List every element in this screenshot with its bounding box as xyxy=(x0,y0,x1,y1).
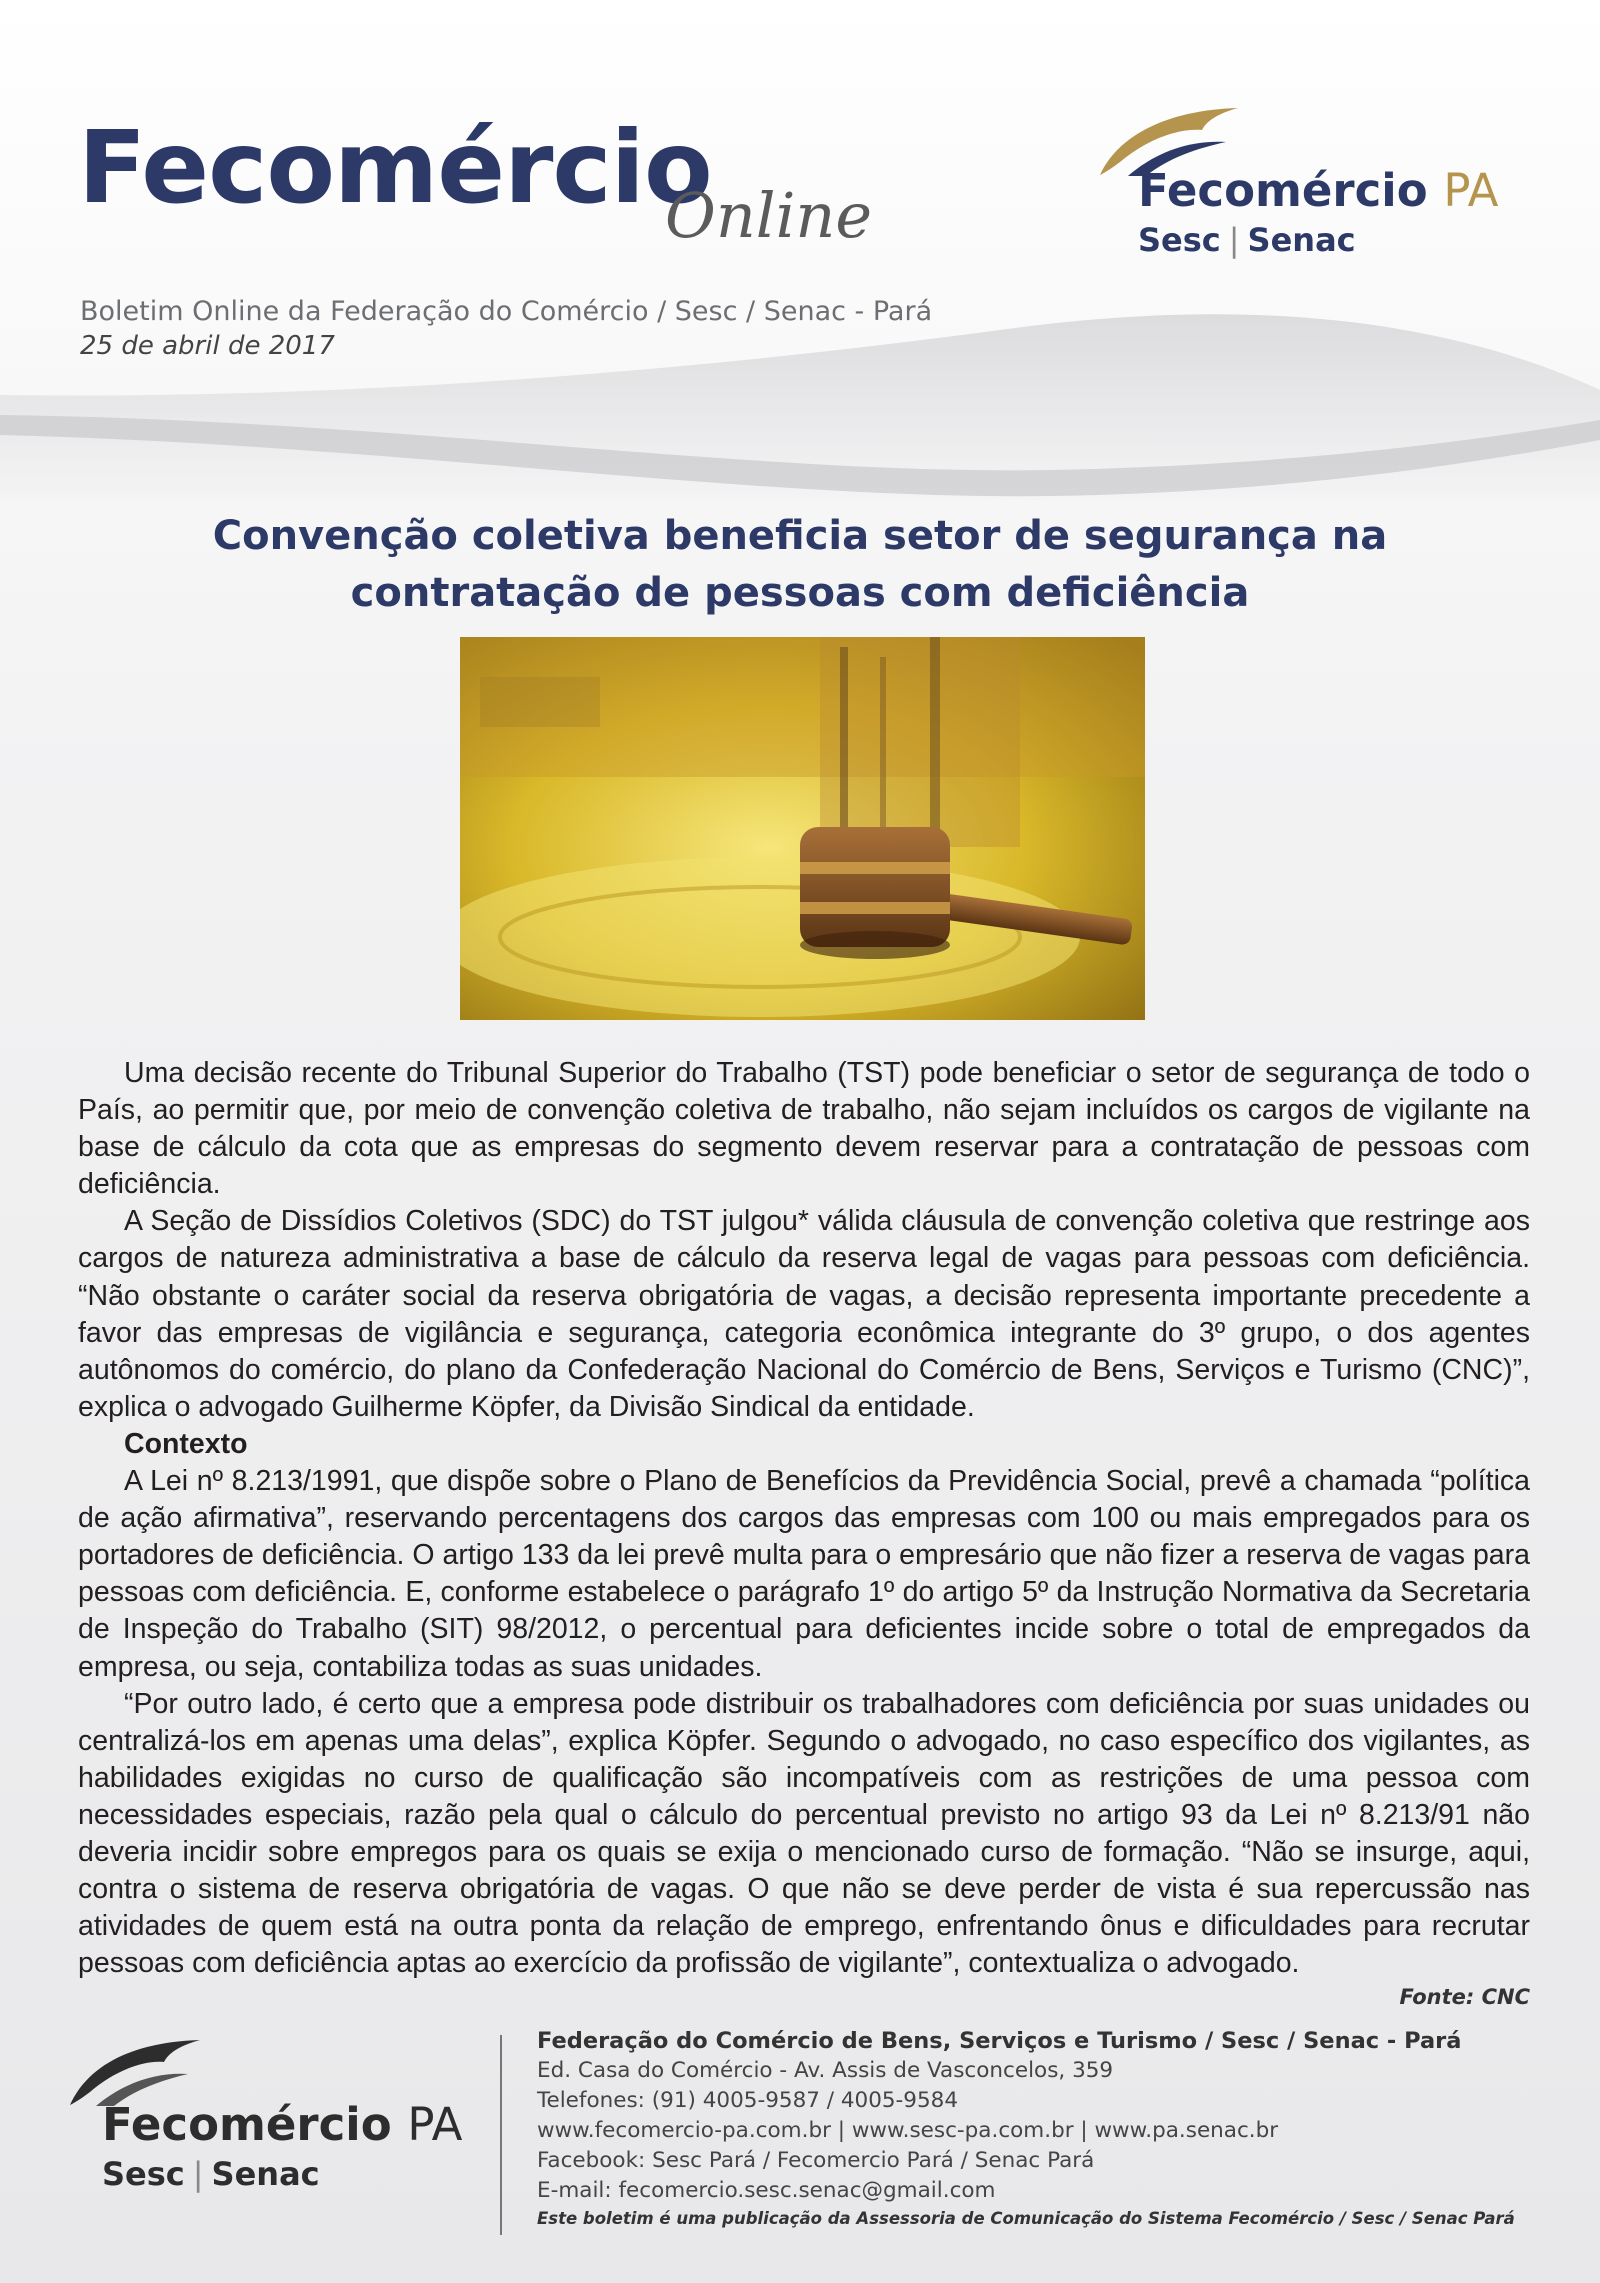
gavel-photo xyxy=(460,637,1145,1020)
contact-block xyxy=(537,2026,1515,2232)
brand-online-script: Online xyxy=(665,179,873,252)
article-paragraph: “Por outro lado, é certo que a empresa pode distribuir os trabalhadores com deficiência por suas unidades ou centralizá-los em apenas uma delas”, explica Köpfer. Segundo o advogado, no caso específico dos vigilantes, as habilidades exigidas no curso de qualificação são incompatíveis com as restrições de uma pessoa com necessidades especiais, razão pela qual o cálculo do percentual previsto no artigo 93 da Lei nº 8.213/91 não deveria incidir sobre empregos para os quais se exija o mencionado curso de formação. “Não se insurge, aqui, contra o sistema de reserva obrigatória de vagas. O que não se deve perder de vista é sua repercussão nas atividades de quem está na outra ponta da relação de emprego, enfrentando ônus e dificuldades para recrutar pessoas com deficiência aptas ao exercício da profissão de vigilante”, contextualiza o advogado. xyxy=(78,1687,1530,1980)
websites: www.fecomercio-pa.com.br | www.sesc-pa.com.br | www.pa.senac.br xyxy=(537,2118,1279,2143)
organization-name: Federação do Comércio de Bens, Serviços e Turismo / Sesc / Senac - Pará xyxy=(537,2028,1462,2054)
article-paragraph: Uma decisão recente do Tribunal Superior do Trabalho (TST) pode beneficiar o setor de segurança de todo o País, ao permitir que, por meio de convenção coletiva de trabalho, não sejam incluídos os cargos de vigilante na base de cálculo da cota que as empresas do segmento devem reservar para a contratação de pessoas com deficiência. xyxy=(78,1057,1530,1201)
section-heading: Contexto xyxy=(124,1427,248,1460)
brand-wordmark: Fecomércio xyxy=(78,109,712,226)
fecomercio-pa-logo xyxy=(1098,100,1528,260)
footer-logo xyxy=(68,2030,478,2193)
phones: Telefones: (91) 4005-9587 / 4005-9584 xyxy=(537,2088,959,2113)
footer-divider xyxy=(500,2035,502,2235)
facebook: Facebook: Sesc Pará / Fecomercio Pará / Senac Pará xyxy=(537,2148,1095,2173)
logo-sesc-senac: Sesc | Senac xyxy=(1138,221,1356,259)
bulletin-subtitle: Boletim Online da Federação do Comércio / Sesc / Senac - Pará xyxy=(80,296,933,327)
publication-credit: Este boletim é uma publicação da Assessoria de Comunicação do Sistema Fecomércio / Sesc / Senac Pará xyxy=(537,2209,1515,2228)
logo-name: Fecomércio PA xyxy=(1138,164,1499,217)
article-paragraph: A Seção de Dissídios Coletivos (SDC) do TST julgou* válida cláusula de convenção coletiva que restringe aos cargos de natureza administrativa a base de cálculo da reserva legal de vagas para pessoas com deficiência. “Não obstante o caráter social da reserva obrigatória de vagas, a decisão representa importante precedente a favor das empresas de vigilância e segurança, categoria econômica integrante do 3º grupo, o dos agentes autônomos do comércio, do plano da Confederação Nacional do Comércio de Bens, Serviços e Turismo (CNC)”, explica o advogado Guilherme Köpfer, da Divisão Sindical da entidade. xyxy=(78,1205,1530,1423)
email: E-mail: fecomercio.sesc.senac@gmail.com xyxy=(537,2178,996,2203)
bulletin-date: 25 de abril de 2017 xyxy=(80,331,335,361)
article-body xyxy=(78,1055,1530,1982)
article-paragraph: A Lei nº 8.213/1991, que dispõe sobre o Plano de Benefícios da Previdência Social, prevê a chamada “política de ação afirmativa”, reservando percentagens dos cargos das empresas com 100 ou mais empregados para os portadores de deficiência. O artigo 133 da lei prevê multa para o empresário que não fizer a reserva de vagas para pessoas com deficiência. E, conforme estabelece o parágrafo 1º do artigo 5º da Instrução Normativa da Secretaria de Inspeção do Trabalho (SIT) 98/2012, o percentual para deficientes incide sobre o total de empregados da empresa, ou seja, contabiliza todas as suas unidades. xyxy=(78,1465,1530,1683)
logo-name: Fecomércio PA xyxy=(102,2098,463,2151)
address: Ed. Casa do Comércio - Av. Assis de Vasconcelos, 359 xyxy=(537,2058,1114,2083)
article-source: Fonte: CNC xyxy=(1399,1985,1530,2009)
article-headline: Convenção coletiva beneficia setor de segurança na contratação de pessoas com deficiência xyxy=(212,513,1388,616)
logo-sesc-senac: Sesc | Senac xyxy=(102,2155,320,2193)
